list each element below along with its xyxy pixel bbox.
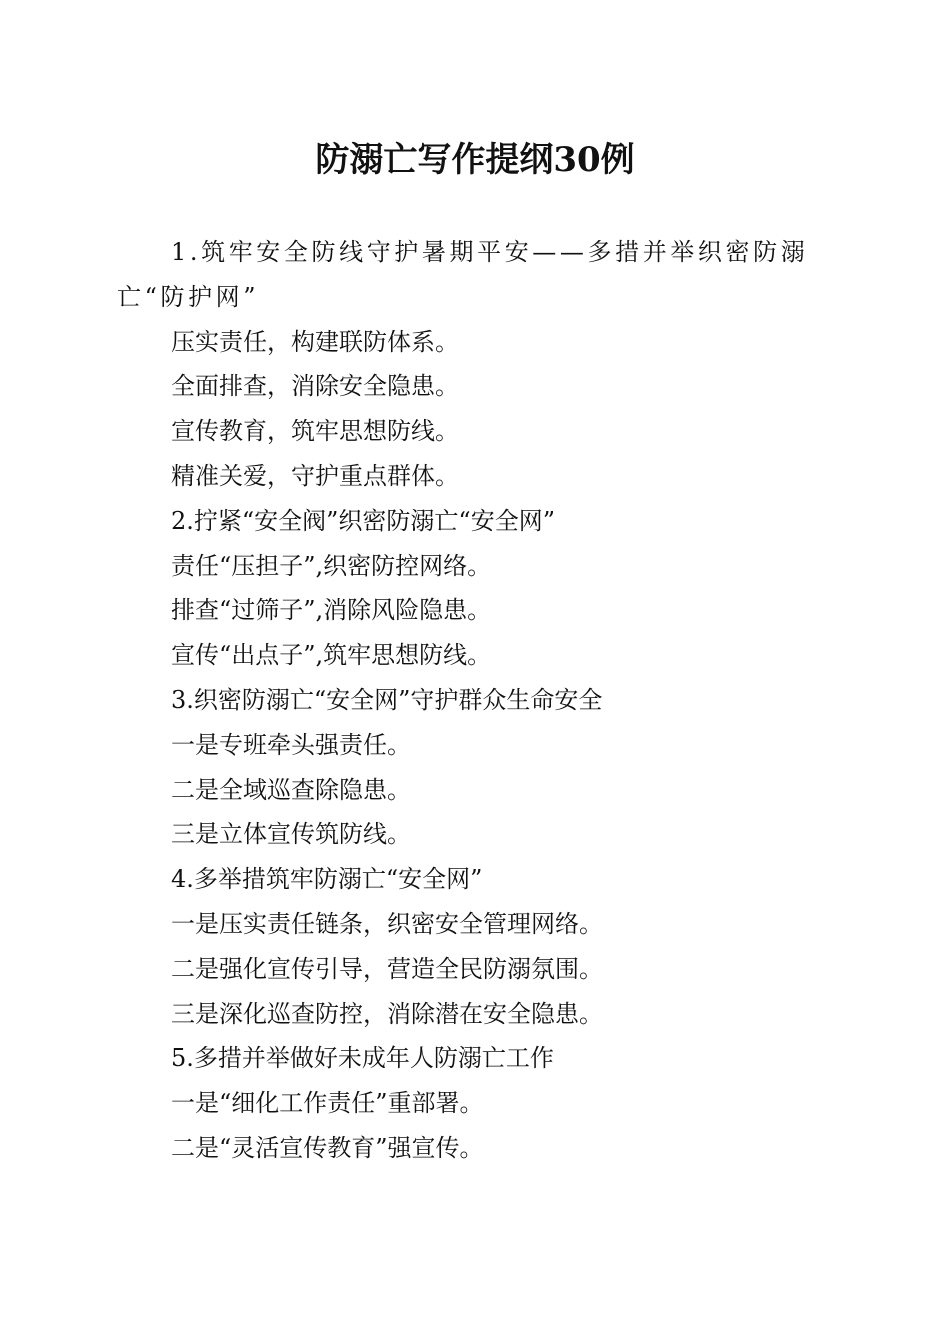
outline-item: 责任“压担子”,织密防控网络。 — [171, 551, 492, 580]
outline-item: 二是“灵活宣传教育”强宣传。 — [171, 1133, 484, 1162]
document-title: 防溺亡写作提纲30例 — [315, 140, 635, 180]
section-heading-1: 1.筑牢安全防线守护暑期平安——多措并举织密防溺亡“防护网” — [117, 238, 809, 311]
outline-item: 全面排查，消除安全隐患。 — [171, 372, 459, 401]
outline-item: 一是压实责任链条，织密安全管理网络。 — [171, 909, 603, 938]
outline-item: 一是“细化工作责任”重部署。 — [171, 1089, 484, 1118]
outline-item: 三是深化巡查防控，消除潜在安全隐患。 — [171, 999, 603, 1028]
section-heading-5: 5.多措并举做好未成年人防溺亡工作 — [171, 1044, 554, 1073]
outline-item: 一是专班牵头强责任。 — [171, 730, 411, 759]
outline-item: 二是全域巡查除隐患。 — [171, 775, 411, 804]
section-heading-3: 3.织密防溺亡“安全网”守护群众生命安全 — [171, 685, 603, 714]
outline-item: 排查“过筛子”,消除风险隐患。 — [171, 596, 492, 625]
outline-item: 压实责任，构建联防体系。 — [171, 327, 459, 356]
outline-item: 宣传“出点子”,筑牢思想防线。 — [171, 641, 492, 670]
outline-item: 宣传教育，筑牢思想防线。 — [171, 417, 459, 446]
document-body — [117, 230, 829, 1171]
outline-item: 精准关爱，守护重点群体。 — [171, 461, 459, 490]
section-heading-4: 4.多举措筑牢防溺亡“安全网” — [171, 865, 483, 894]
outline-item: 二是强化宣传引导，营造全民防溺氛围。 — [171, 954, 603, 983]
section-heading-2: 2.拧紧“安全阀”织密防溺亡“安全网” — [171, 506, 555, 535]
outline-item: 三是立体宣传筑防线。 — [171, 820, 411, 849]
